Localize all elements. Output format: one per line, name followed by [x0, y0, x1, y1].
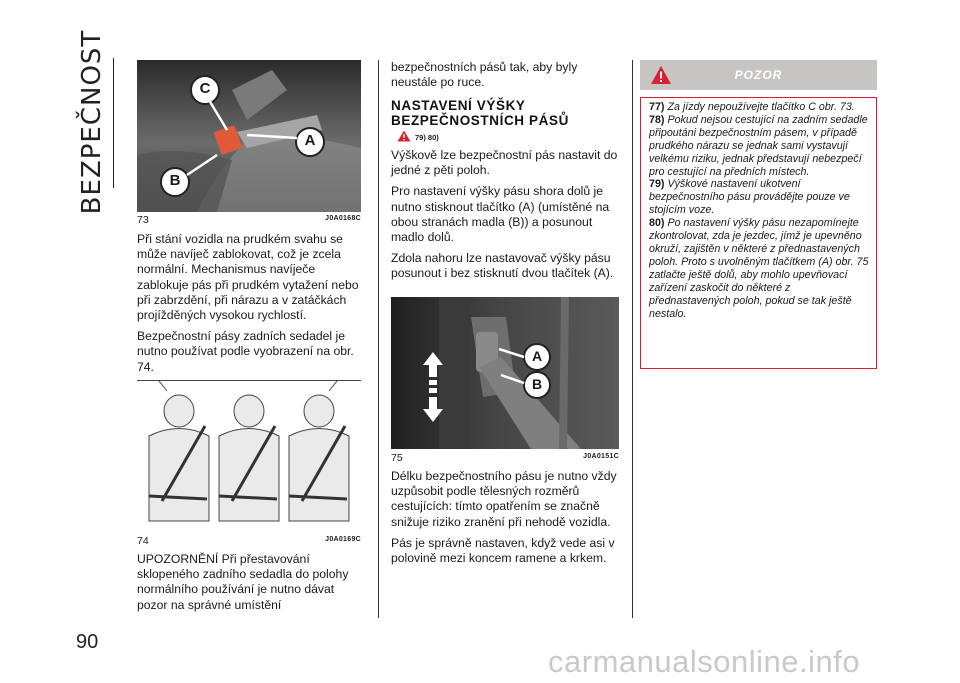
pozor-item-text: Za jízdy nepoužívejte tlačítko C obr. 73. [667, 101, 855, 113]
figure-74-caption [137, 535, 361, 549]
column-1-warning-text [137, 552, 359, 619]
pozor-header [640, 60, 877, 90]
paragraph: Pro nastavení výšky pásu shora dolů je nutno stisknout tlačítko (A) (umístěné na obou stranách madla (B)) a posunout madlo dolů. [391, 184, 610, 245]
figure-75-label-a: A [531, 348, 543, 364]
figure-73-label-a: A [304, 132, 316, 149]
figure-75-caption [391, 452, 619, 466]
figure-75-number: 75 [391, 452, 403, 464]
section-heading-line: BEZPEČNOSTNÍCH PÁSŮ [391, 113, 569, 128]
column-2-text-after-figure [391, 469, 619, 572]
figure-73-code: J0A0168C [325, 215, 361, 222]
figure-75-photo [391, 297, 619, 449]
pozor-item-number: 78) [649, 113, 665, 126]
pozor-item-text: Po nastavení výšky pásu nezapomínejte zkontrolovat, zda je jezdec, jímž je upevněno okruží, zajištěn v některé z přednastavených poloh. Proto s uvolněným tlačítkem (A) obr. 75 zatlačte ještě dolů, aby mohlo upevňovací zařízení zaskočit do některé z přednastavených poloh, pokud se tak ještě nestalo. [649, 217, 869, 320]
figure-73-photo [137, 60, 361, 212]
pozor-item-text: Výškové nastavení ukotvení bezpečnostního pásu provádějte pouze ve stojícím voze. [649, 178, 850, 217]
column-2-text [391, 148, 619, 288]
figure-74-number: 74 [137, 535, 149, 547]
pozor-item-number: 77) [649, 101, 665, 113]
paragraph: Bezpečnostní pásy zadních sedadel je nutno používat podle vyobrazení na obr. 74. [137, 329, 354, 374]
figure-74-drawing [137, 380, 361, 533]
figure-75-code: J0A0151C [583, 453, 619, 460]
paragraph: Výškově lze bezpečnostní pás nastavit do jedné z pěti poloh. [391, 148, 618, 178]
pozor-item [649, 114, 873, 179]
chapter-title-rule [113, 58, 114, 188]
watermark: carmanualsonline.info [548, 644, 861, 679]
chapter-title: BEZPEČNOST [77, 29, 107, 215]
paragraph: UPOZORNĚNÍ Při přestavování sklopeného zadního sedadla do polohy normálního používání je nutno dávat pozor na správné umístění [137, 552, 349, 612]
warning-triangle-icon [397, 130, 411, 142]
figure-73-label-b: B [169, 172, 181, 189]
section-heading [391, 98, 621, 128]
page-number: 90 [76, 631, 99, 653]
pozor-list [649, 101, 873, 320]
pozor-item-number: 80) [649, 217, 665, 230]
column-1-text [137, 232, 363, 381]
pozor-item [649, 178, 873, 217]
pozor-item [649, 101, 873, 114]
column-2-intro [391, 60, 617, 96]
pozor-item-text: Pokud nejsou cestující na zadním sedadle připoutáni bezpečnostním pásem, v případě prudkého nárazu se jednak sami vystavují velkému riziku, jednak představují nebezpečí pro cestující na předních místech. [649, 113, 868, 178]
section-heading-line: NASTAVENÍ VÝŠKY [391, 98, 526, 113]
pozor-title: POZOR [734, 68, 783, 82]
paragraph: Zdola nahoru lze nastavovač výšky pásu posunout i bez stisknutí dvou tlačítek (A). [391, 251, 614, 281]
seatbelt-buckle-illustration [137, 60, 361, 212]
figure-73-label-c: C [199, 80, 211, 97]
pozor-item-number: 79) [649, 178, 665, 191]
column-divider [632, 60, 633, 618]
figure-73-number: 73 [137, 214, 149, 226]
warning-references: 79) 80) [415, 133, 439, 142]
paragraph: bezpečnostních pásů tak, aby byly neustále po ruce. [391, 60, 578, 90]
paragraph: Při stání vozidla na prudkém svahu se může navíječ zablokovat, což je zcela normální. Mechanismus navíječe zablokuje pás při prudkém vytažení nebo při zabrzdění, při nárazu a v zatáčkách projížděných vysokou rychlostí. [137, 232, 359, 323]
figure-73-caption [137, 214, 361, 228]
column-divider [378, 60, 379, 618]
rear-seats-illustration [137, 381, 361, 533]
paragraph: Délku bezpečnostního pásu je nutno vždy uzpůsobit podle tělesných rozměrů cestujících: tímto opatřením se značně snižuje riziko zranění při nehodě vozidla. [391, 469, 617, 529]
figure-75-label-b: B [531, 376, 543, 392]
belt-height-adjuster-illustration [391, 297, 619, 449]
paragraph: Pás je správně nastaven, když vede asi v polovině mezi koncem ramene a krkem. [391, 535, 615, 566]
figure-74-code: J0A0169C [325, 536, 361, 543]
pozor-item [649, 217, 873, 320]
